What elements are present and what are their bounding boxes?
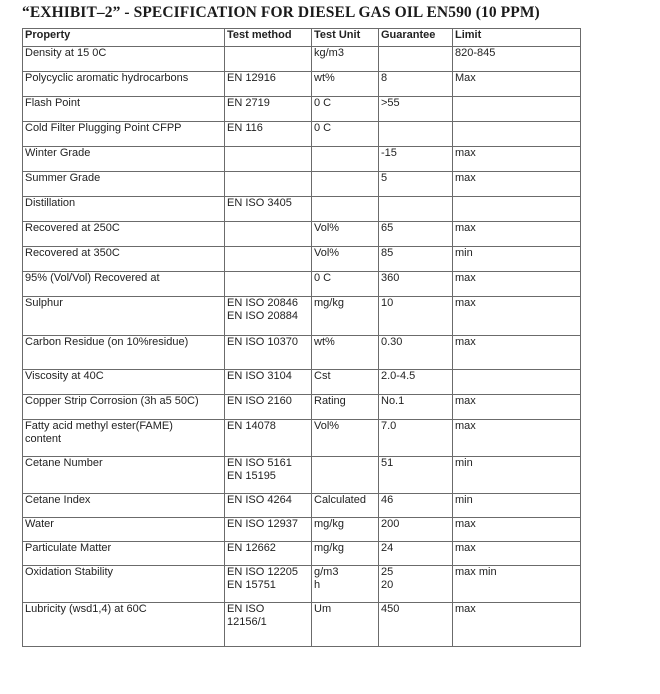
cell-guarantee-text: 7.0 — [381, 420, 397, 432]
cell-test-method — [225, 72, 312, 97]
cell-guarantee-text: 200 — [381, 518, 400, 530]
header-test-unit: Test Unit — [312, 29, 379, 47]
table-row — [23, 197, 581, 222]
cell-guarantee — [379, 247, 453, 272]
cell-property-text: Recovered at 250C — [25, 222, 120, 234]
cell-limit-text: min — [455, 494, 473, 506]
table-row — [23, 297, 581, 336]
cell-property — [23, 603, 225, 647]
cell-property-text: Lubricity (wsd1,4) at 60C — [25, 603, 147, 615]
cell-test-method — [225, 336, 312, 370]
table-row — [23, 457, 581, 494]
cell-test-method-text: EN ISO 4264 — [227, 494, 292, 506]
cell-guarantee — [379, 494, 453, 518]
cell-test-method-text: EN ISO 3405 — [227, 197, 292, 209]
cell-test-method — [225, 518, 312, 542]
cell-test-unit — [312, 97, 379, 122]
cell-limit — [453, 122, 581, 147]
cell-guarantee-text: 0.30 — [381, 336, 403, 348]
cell-test-unit-text: wt% — [314, 72, 335, 84]
specification-table — [22, 28, 581, 647]
cell-limit — [453, 247, 581, 272]
cell-property — [23, 420, 225, 457]
cell-property-text: Cetane Index — [25, 494, 91, 506]
table-row — [23, 147, 581, 172]
cell-limit-text: max — [455, 336, 476, 348]
cell-test-unit — [312, 172, 379, 197]
cell-property — [23, 457, 225, 494]
cell-guarantee — [379, 97, 453, 122]
cell-guarantee — [379, 122, 453, 147]
cell-property — [23, 122, 225, 147]
cell-limit — [453, 72, 581, 97]
cell-test-method-text: EN ISO 12205 — [227, 566, 298, 578]
cell-test-unit-text: kg/m3 — [314, 47, 344, 59]
cell-property-text: Water — [25, 518, 54, 530]
table-row — [23, 566, 581, 603]
cell-property — [23, 222, 225, 247]
cell-guarantee — [379, 172, 453, 197]
cell-test-method — [225, 247, 312, 272]
table-row — [23, 247, 581, 272]
cell-property — [23, 518, 225, 542]
table-row — [23, 542, 581, 566]
cell-limit — [453, 566, 581, 603]
table-row — [23, 370, 581, 395]
cell-limit-text: max — [455, 172, 476, 184]
cell-property — [23, 272, 225, 297]
cell-limit — [453, 457, 581, 494]
header-test-method: Test method — [225, 29, 312, 47]
cell-limit-text: min — [455, 457, 473, 469]
table-row — [23, 72, 581, 97]
cell-guarantee-text: 24 — [381, 542, 394, 554]
cell-property — [23, 297, 225, 336]
table-row — [23, 222, 581, 247]
cell-test-unit — [312, 370, 379, 395]
cell-property-text: Viscosity at 40C — [25, 370, 104, 382]
cell-test-unit-text: 0 C — [314, 97, 332, 109]
cell-test-method — [225, 197, 312, 222]
cell-test-unit — [312, 457, 379, 494]
cell-test-unit-text: wt% — [314, 336, 335, 348]
cell-test-method-text: EN ISO 3104 — [227, 370, 292, 382]
cell-property-text-line2: content — [25, 433, 62, 445]
cell-limit — [453, 172, 581, 197]
cell-property — [23, 494, 225, 518]
cell-limit — [453, 272, 581, 297]
cell-limit-text: max — [455, 222, 476, 234]
cell-property-text: Carbon Residue (on 10%residue) — [25, 336, 189, 348]
cell-test-method — [225, 494, 312, 518]
cell-limit-text: max min — [455, 566, 497, 578]
cell-test-unit — [312, 297, 379, 336]
cell-limit — [453, 370, 581, 395]
cell-test-unit-text: mg/kg — [314, 542, 344, 554]
cell-property-text: Cetane Number — [25, 457, 103, 469]
header-property: Property — [23, 29, 225, 47]
cell-test-method — [225, 566, 312, 603]
table-row — [23, 395, 581, 420]
cell-test-method-text: EN ISO 5161 — [227, 457, 292, 469]
cell-property-text: Flash Point — [25, 97, 81, 109]
cell-property-text: Winter Grade — [25, 147, 91, 159]
cell-test-method-text: EN 14078 — [227, 420, 276, 432]
cell-property-text: Copper Strip Corrosion (3h a5 50C) — [25, 395, 199, 407]
cell-guarantee — [379, 420, 453, 457]
cell-test-method-text: EN 2719 — [227, 97, 270, 109]
cell-test-unit — [312, 47, 379, 72]
cell-test-unit — [312, 272, 379, 297]
cell-property — [23, 97, 225, 122]
cell-limit-text: min — [455, 247, 473, 259]
cell-limit-text: max — [455, 147, 476, 159]
header-guarantee: Guarantee — [379, 29, 453, 47]
cell-test-unit-text-line2: h — [314, 579, 321, 591]
cell-test-unit — [312, 494, 379, 518]
cell-limit-text: max — [455, 542, 476, 554]
cell-guarantee-text: 85 — [381, 247, 394, 259]
cell-limit-text: max — [455, 297, 476, 309]
cell-limit — [453, 97, 581, 122]
cell-guarantee — [379, 197, 453, 222]
table-row — [23, 272, 581, 297]
cell-property-text: 95% (Vol/Vol) Recovered at — [25, 272, 160, 284]
cell-test-method — [225, 47, 312, 72]
cell-test-method — [225, 420, 312, 457]
cell-property — [23, 47, 225, 72]
cell-test-method-text-line2: EN ISO 20884 — [227, 310, 298, 322]
cell-limit-text: max — [455, 272, 476, 284]
cell-test-unit — [312, 518, 379, 542]
cell-property-text: Oxidation Stability — [25, 566, 114, 578]
cell-test-method — [225, 97, 312, 122]
cell-test-method — [225, 297, 312, 336]
cell-test-unit-text: Vol% — [314, 420, 340, 432]
table-row — [23, 172, 581, 197]
cell-guarantee-text: 5 — [381, 172, 388, 184]
cell-guarantee — [379, 395, 453, 420]
cell-test-method — [225, 395, 312, 420]
cell-limit-text: 820-845 — [455, 47, 496, 59]
cell-test-unit-text: mg/kg — [314, 518, 344, 530]
cell-property-text: Fatty acid methyl ester(FAME) — [25, 420, 173, 432]
cell-test-unit-text: g/m3 — [314, 566, 339, 578]
cell-test-method — [225, 122, 312, 147]
cell-guarantee — [379, 222, 453, 247]
table-body — [23, 47, 581, 647]
cell-test-method-text-line2: EN 15751 — [227, 579, 276, 591]
header-row — [23, 29, 581, 47]
cell-limit — [453, 222, 581, 247]
cell-property-text: Density at 15 0C — [25, 47, 107, 59]
cell-guarantee-text: 10 — [381, 297, 394, 309]
cell-test-unit — [312, 122, 379, 147]
document-title: “EXHIBIT–2” - SPECIFICATION FOR DIESEL GAS OIL EN590 (10 PPM) — [22, 4, 540, 21]
table-row — [23, 518, 581, 542]
cell-test-unit-text: Cst — [314, 370, 331, 382]
cell-property-text: Sulphur — [25, 297, 63, 309]
cell-test-unit — [312, 147, 379, 172]
cell-test-unit — [312, 72, 379, 97]
cell-property — [23, 395, 225, 420]
cell-test-method-text: EN ISO 10370 — [227, 336, 298, 348]
table-row — [23, 336, 581, 370]
cell-limit — [453, 518, 581, 542]
table-row — [23, 420, 581, 457]
table-row — [23, 494, 581, 518]
cell-property-text: Particulate Matter — [25, 542, 112, 554]
table-row — [23, 47, 581, 72]
cell-test-unit-text: Vol% — [314, 222, 340, 234]
cell-guarantee-text: No.1 — [381, 395, 405, 407]
cell-test-unit — [312, 222, 379, 247]
cell-test-unit-text: Calculated — [314, 494, 366, 506]
cell-test-unit — [312, 603, 379, 647]
cell-guarantee — [379, 566, 453, 603]
cell-test-unit-text: Rating — [314, 395, 346, 407]
cell-guarantee — [379, 147, 453, 172]
cell-test-method-text: EN ISO 20846 — [227, 297, 298, 309]
cell-limit — [453, 542, 581, 566]
cell-test-method — [225, 457, 312, 494]
cell-test-method — [225, 222, 312, 247]
cell-limit-text: max — [455, 518, 476, 530]
cell-limit — [453, 494, 581, 518]
cell-test-method-text-line2: EN 15195 — [227, 470, 276, 482]
cell-guarantee — [379, 72, 453, 97]
cell-property — [23, 197, 225, 222]
cell-limit — [453, 336, 581, 370]
cell-limit — [453, 420, 581, 457]
cell-guarantee-text: 8 — [381, 72, 388, 84]
cell-guarantee — [379, 457, 453, 494]
cell-property-text: Distillation — [25, 197, 76, 209]
cell-property — [23, 147, 225, 172]
cell-guarantee-text: -15 — [381, 147, 397, 159]
cell-test-unit-text: 0 C — [314, 122, 332, 134]
cell-limit — [453, 147, 581, 172]
cell-guarantee-text: 450 — [381, 603, 400, 615]
cell-guarantee-text: 46 — [381, 494, 394, 506]
cell-test-method — [225, 147, 312, 172]
cell-guarantee-text: 2.0-4.5 — [381, 370, 416, 382]
cell-property — [23, 370, 225, 395]
cell-test-unit — [312, 566, 379, 603]
cell-guarantee — [379, 272, 453, 297]
cell-guarantee — [379, 47, 453, 72]
cell-property-text: Polycyclic aromatic hydrocarbons — [25, 72, 189, 84]
cell-property — [23, 542, 225, 566]
cell-limit-text: max — [455, 395, 476, 407]
cell-property-text: Recovered at 350C — [25, 247, 120, 259]
cell-limit-text: Max — [455, 72, 476, 84]
cell-guarantee — [379, 297, 453, 336]
cell-guarantee — [379, 518, 453, 542]
cell-property — [23, 566, 225, 603]
cell-guarantee-text-line2: 20 — [381, 579, 394, 591]
cell-property-text: Summer Grade — [25, 172, 101, 184]
cell-test-unit — [312, 197, 379, 222]
cell-test-unit-text: Vol% — [314, 247, 340, 259]
cell-guarantee — [379, 603, 453, 647]
cell-limit-text: max — [455, 420, 476, 432]
cell-limit — [453, 603, 581, 647]
cell-limit — [453, 395, 581, 420]
cell-test-unit-text: Um — [314, 603, 332, 615]
cell-test-method-text: EN ISO 2160 — [227, 395, 292, 407]
cell-test-method — [225, 272, 312, 297]
cell-test-method-text: EN 116 — [227, 122, 263, 134]
cell-property — [23, 247, 225, 272]
cell-test-unit — [312, 395, 379, 420]
cell-limit — [453, 297, 581, 336]
cell-guarantee-text: 360 — [381, 272, 400, 284]
cell-property-text: Cold Filter Plugging Point CFPP — [25, 122, 182, 134]
table-row — [23, 122, 581, 147]
cell-test-method-text: EN 12662 — [227, 542, 276, 554]
cell-test-method-text: EN 12916 — [227, 72, 276, 84]
cell-test-method-text: EN ISO 12937 — [227, 518, 298, 530]
cell-test-method-text-line2: 12156/1 — [227, 616, 267, 628]
cell-guarantee — [379, 370, 453, 395]
cell-test-unit — [312, 542, 379, 566]
header-limit: Limit — [453, 29, 581, 47]
cell-guarantee-text: 65 — [381, 222, 394, 234]
cell-test-unit — [312, 336, 379, 370]
cell-test-method — [225, 370, 312, 395]
cell-guarantee-text: 51 — [381, 457, 394, 469]
cell-test-method — [225, 542, 312, 566]
cell-limit — [453, 47, 581, 72]
cell-test-unit-text: 0 C — [314, 272, 332, 284]
cell-guarantee-text: 25 — [381, 566, 394, 578]
cell-property — [23, 336, 225, 370]
table-row — [23, 603, 581, 647]
cell-limit-text: max — [455, 603, 476, 615]
cell-test-method — [225, 172, 312, 197]
cell-guarantee — [379, 542, 453, 566]
table-row — [23, 97, 581, 122]
cell-property — [23, 72, 225, 97]
cell-test-unit — [312, 247, 379, 272]
cell-guarantee-text: >55 — [381, 97, 400, 109]
cell-test-method — [225, 603, 312, 647]
cell-test-method-text: EN ISO — [227, 603, 265, 615]
cell-test-unit — [312, 420, 379, 457]
cell-limit — [453, 197, 581, 222]
cell-property — [23, 172, 225, 197]
cell-guarantee — [379, 336, 453, 370]
cell-test-unit-text: mg/kg — [314, 297, 344, 309]
